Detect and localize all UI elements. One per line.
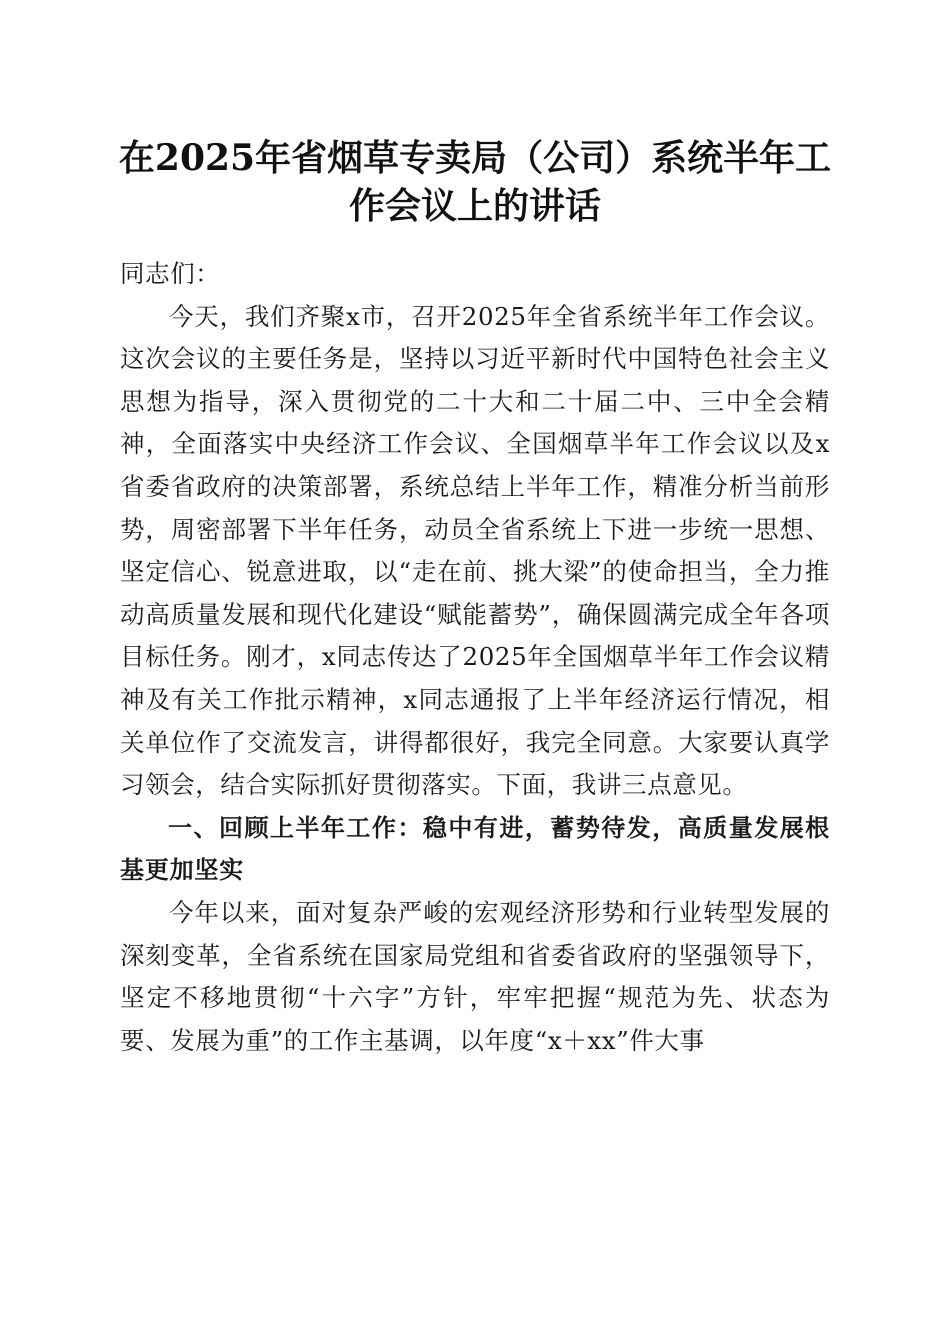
section-1-paragraph: 今年以来，面对复杂严峻的宏观经济形势和行业转型发展的深刻变革，全省系统在国家局党组和省委省政府的坚强领导下，坚定不移地贯彻“十六字”方针，牢牢把握“规范为先、状态为要、发展为重”的工作主基调，以年度“x＋xx”件大事 xyxy=(120,897,830,1055)
salutation: 同志们： xyxy=(120,259,221,288)
document-title xyxy=(100,134,850,230)
opening-paragraph: 今天，我们齐聚x市，召开2025年全省系统半年工作会议。这次会议的主要任务是，坚持以习近平新时代中国特色社会主义思想为指导，深入贯彻党的二十大和二十届二中、三中全会精神，全面落实中央经济工作会议、全国烟草半年工作会议以及x省委省政府的决策部署，系统总结上半年工作，精准分析当前形势，周密部署下半年任务，动员全省系统上下进一步统一思想、坚定信心、锐意进取，以“走在前、挑大梁”的使命担当，全力推动高质量发展和现代化建设“赋能蓄势”，确保圆满完成全年各项目标任务。刚才，x同志传达了2025年全国烟草半年工作会议精神及有关工作批示精神，x同志通报了上半年经济运行情况，相关单位作了交流发言，讲得都很好，我完全同意。大家要认真学习领会，结合实际抓好贯彻落实。下面，我讲三点意见。 xyxy=(120,301,830,800)
section-heading-1: 一、回顾上半年工作：稳中有进，蓄势待发，高质量发展根基更加坚实 xyxy=(120,813,830,885)
title-line-1: 在2025年省烟草专卖局（公司）系统半年工 xyxy=(118,137,832,179)
title-line-2: 作会议上的讲话 xyxy=(348,185,601,227)
document-body xyxy=(120,253,830,1062)
